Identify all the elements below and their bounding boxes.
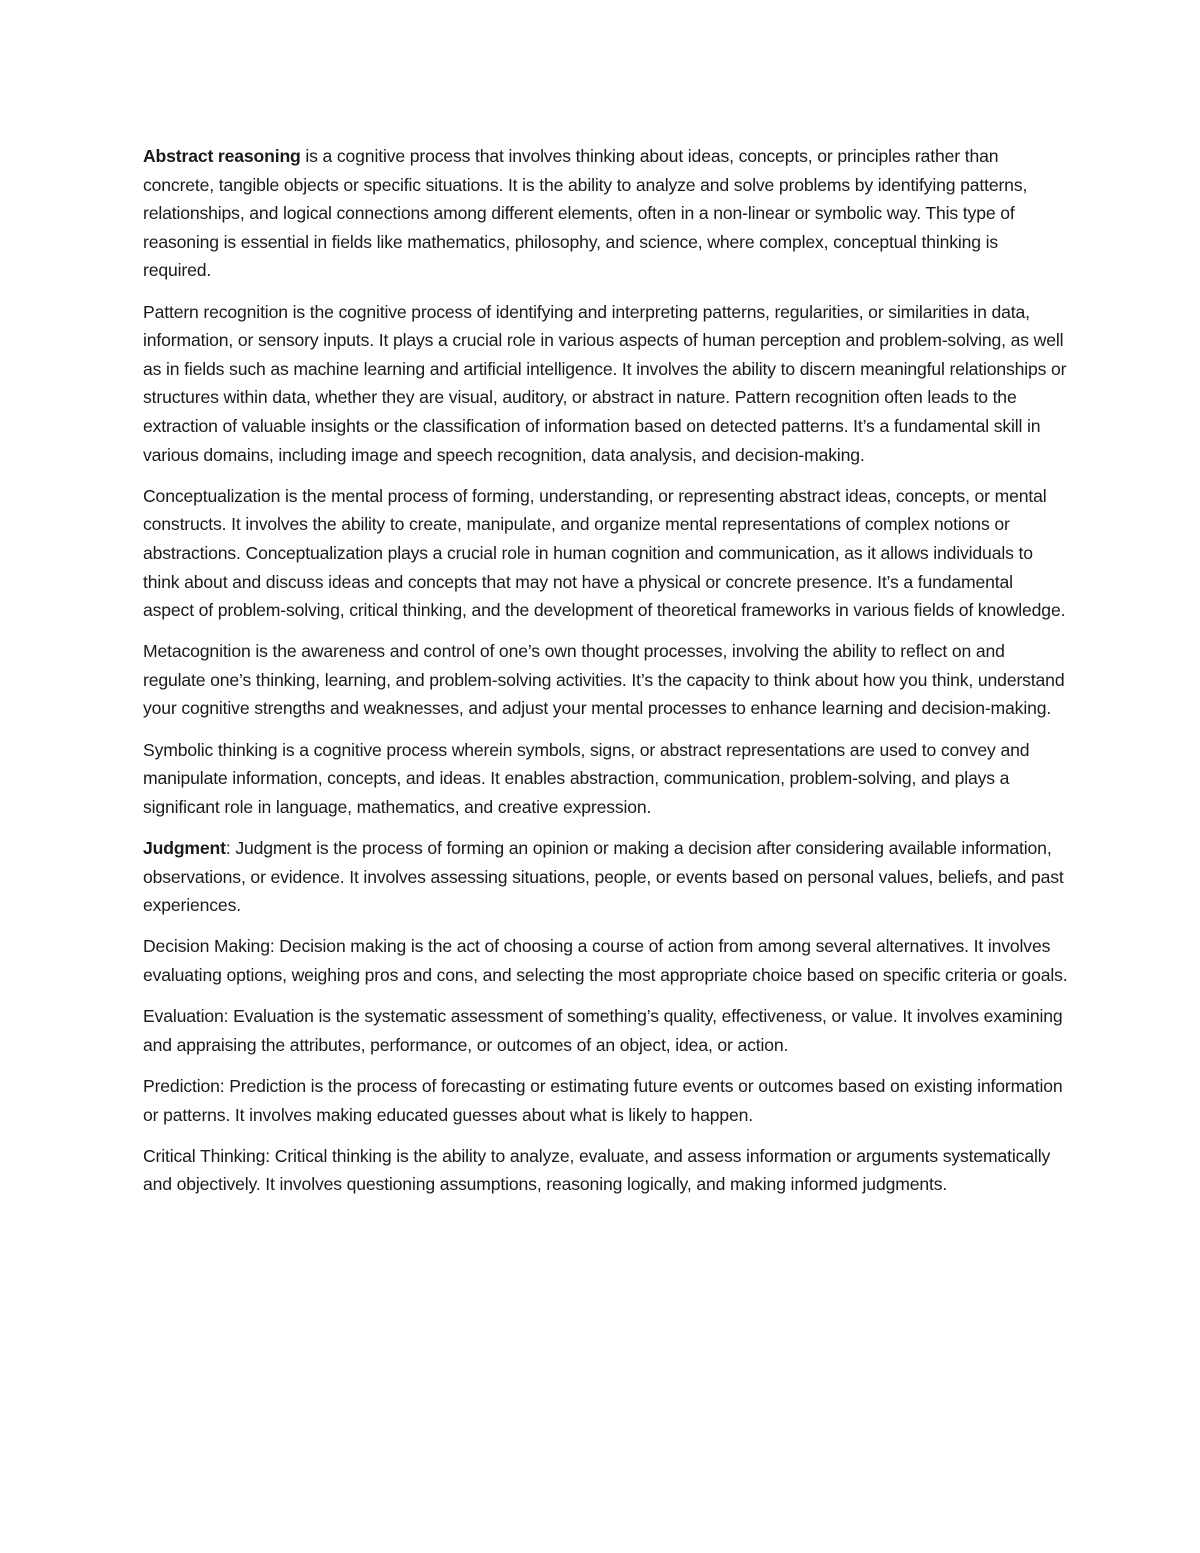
paragraph-text: Pattern recognition is the cognitive process of identifying and interpreting patterns, regularities, or similarities in data, information, or sensory inputs. It plays a crucial role in various aspects of human perception and problem-solving, as well as in fields such as machine learning and artificial intelligence. It involves the ability to discern meaningful relationships or structures within data, whether they are visual, auditory, or abstract in nature. Pattern recognition often leads to the extraction of valuable insights or the classification of information based on detected patterns. It’s a fundamental skill in various domains, including image and speech recognition, data analysis, and decision-making. (143, 301, 1067, 465)
paragraph-text: Metacognition is the awareness and control of one’s own thought processes, involving the ability to reflect on and regulate one’s thinking, learning, and problem-solving activities. It’s the capacity to think about how you think, understand your cognitive strengths and weaknesses, and adjust your mental processes to enhance learning and decision-making. (143, 641, 1065, 719)
paragraph-pattern-recognition (143, 298, 1068, 470)
paragraph-term: Judgment (143, 838, 226, 859)
paragraph-text: Prediction: Prediction is the process of forecasting or estimating future events or outcomes based on existing information or patterns. It involves making educated guesses about what is likely to happen. (143, 1075, 1063, 1125)
paragraph-text: Decision Making: Decision making is the act of choosing a course of action from among several alternatives. It involves evaluating options, weighing pros and cons, and selecting the most appropriate choice based on specific criteria or goals. (143, 936, 1068, 985)
paragraph-judgment (143, 834, 1068, 920)
paragraph-text: Critical Thinking: Critical thinking is the ability to analyze, evaluate, and assess information or arguments systematically and objectively. It involves questioning assumptions, reasoning logically, and making informed judgments. (143, 1145, 1051, 1195)
paragraph-text: Conceptualization is the mental process of forming, understanding, or representing abstract ideas, concepts, or mental constructs. It involves the ability to create, manipulate, and organize mental representations of complex notions or abstractions. Conceptualization plays a crucial role in human cognition and communication, as it allows individuals to think about and discuss ideas and concepts that may not have a physical or concrete presence. It’s a fundamental aspect of problem-solving, critical thinking, and the development of theoretical frameworks in various fields of knowledge. (143, 485, 1066, 621)
paragraph-text: : Judgment is the process of forming an opinion or making a decision after considering available information, observations, or evidence. It involves assessing situations, people, or events based on personal values, beliefs, and past experiences. (143, 838, 1064, 916)
paragraph-text: Evaluation: Evaluation is the systematic assessment of something’s quality, effectiveness, or value. It involves examining and appraising the attributes, performance, or outcomes of an object, idea, or action. (143, 1006, 1063, 1055)
paragraph-metacognition (143, 637, 1068, 723)
paragraph-abstract-reasoning (143, 142, 1068, 285)
paragraph-critical-thinking (143, 1142, 1068, 1199)
paragraph-conceptualization (143, 482, 1068, 625)
paragraph-decision-making (143, 932, 1068, 989)
document-body (143, 142, 1068, 1212)
paragraph-text: is a cognitive process that involves thinking about ideas, concepts, or principles rather than concrete, tangible objects or specific situations. It is the ability to analyze and solve problems by identifying patterns, relationships, and logical connections among different elements, often in a non-linear or symbolic way. This type of reasoning is essential in fields like mathematics, philosophy, and science, where complex, conceptual thinking is required. (143, 146, 1028, 281)
paragraph-symbolic-thinking (143, 736, 1068, 822)
paragraph-term: Abstract reasoning (143, 146, 301, 166)
paragraph-text: Symbolic thinking is a cognitive process wherein symbols, signs, or abstract representations are used to convey and manipulate information, concepts, and ideas. It enables abstraction, communication, problem-solving, and plays a significant role in language, mathematics, and creative expression. (143, 739, 1030, 817)
paragraph-prediction (143, 1072, 1068, 1129)
paragraph-evaluation (143, 1002, 1068, 1059)
